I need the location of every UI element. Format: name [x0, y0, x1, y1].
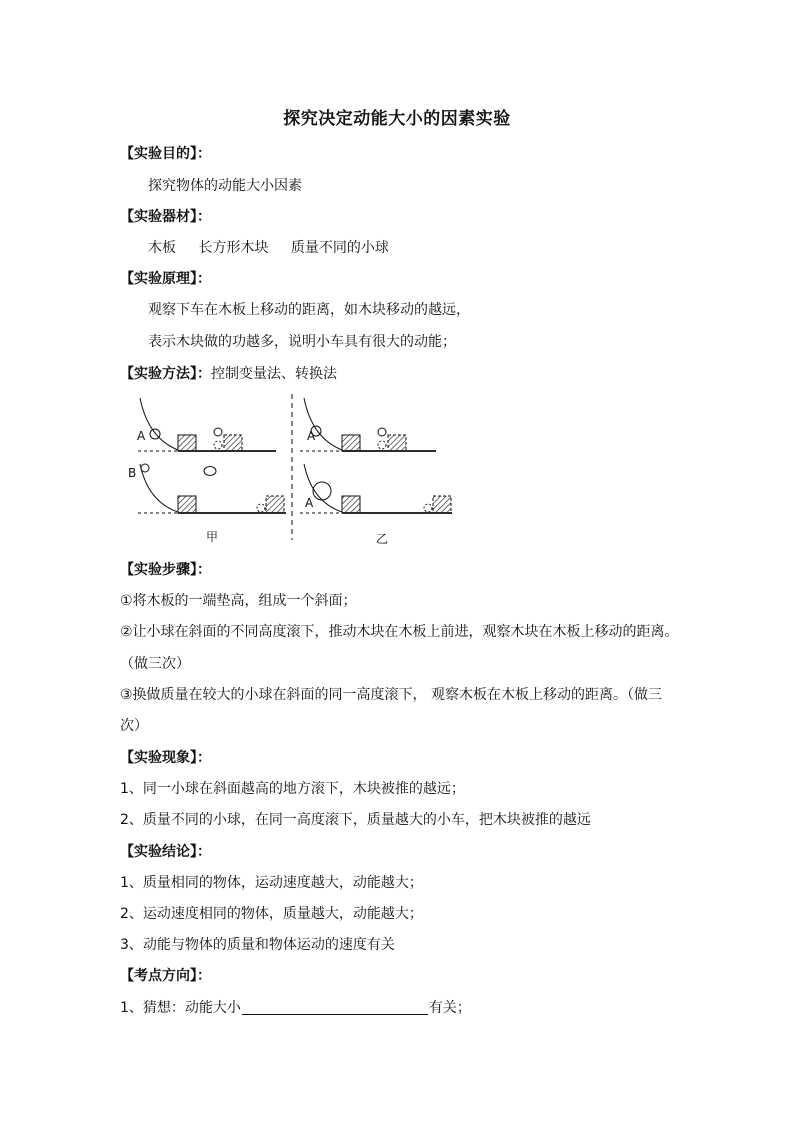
method-heading: 【实验方法】：	[120, 366, 211, 382]
principle-line: 表示木块做的功越多，说明小车具有很大的动能；	[148, 334, 456, 350]
purpose-text: 探究物体的动能大小因素	[148, 178, 302, 194]
label-a: A	[305, 496, 314, 510]
method-row	[120, 364, 337, 384]
principle-heading: 【实验原理】：	[120, 271, 211, 287]
wood-block	[178, 435, 196, 451]
conclusion-line: 3、动能与物体的质量和物体运动的速度有关	[120, 937, 395, 953]
label-jia: 甲	[206, 530, 219, 544]
exam-q1-prefix: 1、猜想：动能大小	[120, 1000, 241, 1016]
ball	[378, 428, 386, 436]
ball	[150, 429, 160, 439]
ball	[141, 464, 149, 472]
phenomenon-line: 2、质量不同的小球，在同一高度滚下，质量越大的小车，把木块被推的越远	[120, 812, 591, 828]
ball	[214, 428, 222, 436]
step-line: 次）	[120, 718, 148, 734]
step-line: （做三次）	[120, 656, 190, 672]
label-a: A	[307, 429, 316, 443]
ball-moved	[257, 504, 265, 512]
slope-curve	[140, 464, 178, 512]
conclusion-line: 1、质量相同的物体，运动速度越大，动能越大；	[120, 875, 423, 891]
phenomenon-line: 1、同一小球在斜面越高的地方滚下，木块被推的越远；	[120, 781, 465, 797]
wood-block	[178, 496, 196, 513]
experiment-diagram	[120, 392, 470, 552]
equipment-item: 木板	[148, 240, 176, 256]
conclusion-line: 2、运动速度相同的物体，质量越大，动能越大；	[120, 906, 423, 922]
ball	[204, 467, 216, 476]
wood-block-moved	[266, 496, 284, 513]
equipment-heading: 【实验器材】：	[120, 209, 211, 225]
ball-moved	[424, 504, 432, 512]
large-ball	[313, 482, 331, 500]
steps-heading: 【实验步骤】：	[120, 562, 211, 578]
label-yi: 乙	[376, 532, 389, 546]
phenomenon-heading: 【实验现象】：	[120, 750, 211, 766]
label-b: B	[128, 466, 137, 480]
ball-moved	[214, 441, 222, 449]
exam-q1-suffix: 有关；	[428, 1000, 471, 1016]
step-line: ①将木板的一端垫高，组成一个斜面；	[120, 593, 357, 609]
equipment-item: 质量不同的小球	[290, 240, 389, 256]
wood-block	[342, 496, 360, 513]
wood-block-moved	[224, 435, 242, 451]
equipment-list	[148, 238, 389, 258]
wood-block	[342, 435, 360, 451]
conclusion-heading: 【实验结论】：	[120, 844, 211, 860]
ball-moved	[378, 441, 386, 449]
step-line: ③换做质量在较大的小球在斜面的同一高度滚下， 观察木板在木板上移动的距离。（做三	[120, 687, 662, 703]
method-text: 控制变量法、转换法	[211, 366, 337, 382]
page-title: 探究决定动能大小的因素实验	[283, 109, 511, 129]
slope-curve	[140, 398, 178, 450]
exam-heading: 【考点方向】：	[120, 968, 211, 984]
experiment-diagram-svg	[120, 392, 470, 552]
equipment-item: 长方形木块	[198, 240, 269, 256]
answer-blank[interactable]	[242, 1000, 428, 1015]
step-line: ②让小球在斜面的不同高度滚下，推动木块在木板上前进，观察木块在木板上移动的距离。	[120, 624, 679, 640]
purpose-heading: 【实验目的】：	[120, 146, 211, 162]
exam-question-1	[120, 998, 471, 1018]
principle-line: 观察下车在木板上移动的距离，如木块移动的越远，	[148, 302, 470, 318]
label-a: A	[137, 429, 146, 443]
wood-block-moved	[433, 496, 451, 513]
wood-block-moved	[388, 435, 406, 451]
